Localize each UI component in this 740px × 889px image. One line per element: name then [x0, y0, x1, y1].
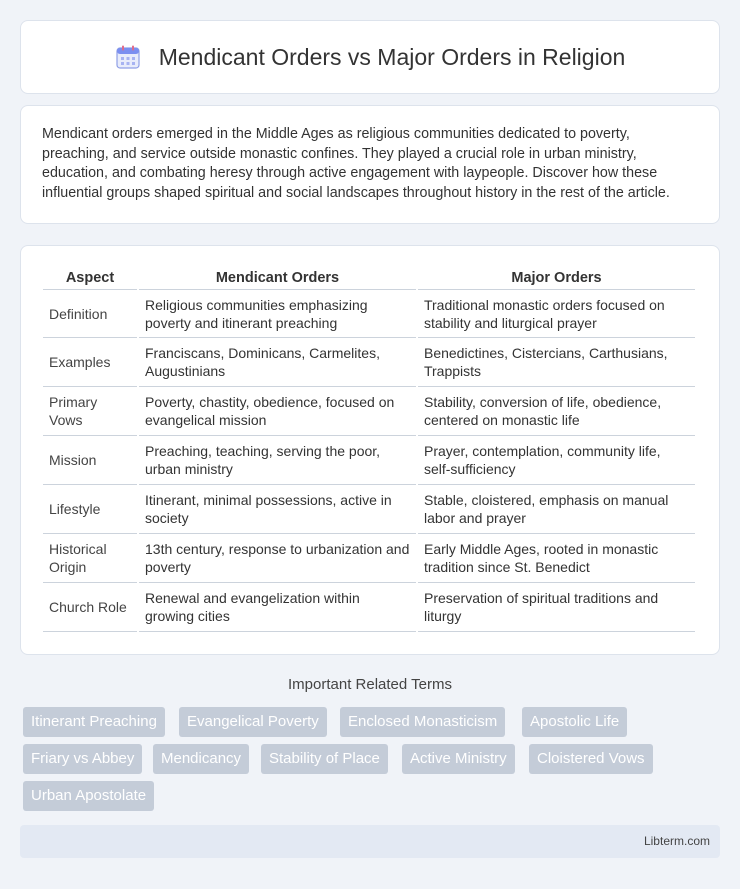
tag-itinerant-preaching[interactable]: Itinerant Preaching: [23, 707, 165, 737]
table-row: [43, 290, 695, 338]
cell-mendicant: Poverty, chastity, obedience, focused on evangelical mission: [139, 387, 416, 436]
table-row: [43, 387, 695, 436]
header-card: [20, 20, 720, 94]
cell-major: Traditional monastic orders focused on stability and liturgical prayer: [418, 290, 695, 338]
cell-major: Stable, cloistered, emphasis on manual labor and prayer: [418, 485, 695, 534]
page-title: Mendicant Orders vs Major Orders in Religion: [158, 43, 626, 70]
column-header-major: Major Orders: [418, 267, 695, 290]
tag-stability-of-place[interactable]: Stability of Place: [261, 744, 388, 774]
table-row: [43, 583, 695, 632]
tag-enclosed-monasticism[interactable]: Enclosed Monasticism: [340, 707, 505, 737]
intro-text: Mendicant orders emerged in the Middle Ages as religious communities dedicated to poverty, preaching, and service outside monastic confines. They played a crucial role in urban ministry, education, and combating heresy through active engagement with laypeople. Discover how these influential groups shaped spiritual and social landscapes throughout history in the rest of the article.: [42, 126, 670, 201]
tag-friary-vs-abbey[interactable]: Friary vs Abbey: [23, 744, 142, 774]
tag-cloistered-vows[interactable]: Cloistered Vows: [529, 744, 653, 774]
related-terms-title: Important Related Terms: [288, 676, 452, 693]
cell-major: Early Middle Ages, rooted in monastic tradition since St. Benedict: [418, 534, 695, 583]
footer: [20, 825, 720, 858]
cell-aspect: Examples: [43, 338, 137, 387]
table-row: [43, 534, 695, 583]
tag-apostolic-life[interactable]: Apostolic Life: [522, 707, 627, 737]
cell-mendicant: Itinerant, minimal possessions, active in society: [139, 485, 416, 534]
cell-aspect: Church Role: [43, 583, 137, 632]
table-row: [43, 338, 695, 387]
cell-aspect: Lifestyle: [43, 485, 137, 534]
cell-aspect: Mission: [43, 436, 137, 485]
cell-major: Prayer, contemplation, community life, self-sufficiency: [418, 436, 695, 485]
column-header-aspect: Aspect: [43, 267, 137, 290]
tag-urban-apostolate[interactable]: Urban Apostolate: [23, 781, 154, 811]
cell-mendicant: Religious communities emphasizing poverty and itinerant preaching: [139, 290, 416, 338]
cell-mendicant: 13th century, response to urbanization and poverty: [139, 534, 416, 583]
table-row: [43, 485, 695, 534]
cell-mendicant: Renewal and evangelization within growing cities: [139, 583, 416, 632]
cell-aspect: Primary Vows: [43, 387, 137, 436]
table-header-row: [43, 267, 695, 290]
intro-card: [20, 105, 720, 224]
tag-evangelical-poverty[interactable]: Evangelical Poverty: [179, 707, 327, 737]
calendar-icon: [115, 44, 141, 70]
cell-major: Benedictines, Cistercians, Carthusians, Trappists: [418, 338, 695, 387]
cell-major: Preservation of spiritual traditions and liturgy: [418, 583, 695, 632]
cell-aspect: Definition: [43, 290, 137, 338]
table-row: [43, 436, 695, 485]
cell-aspect: Historical Origin: [43, 534, 137, 583]
tag-active-ministry[interactable]: Active Ministry: [402, 744, 515, 774]
cell-mendicant: Preaching, teaching, serving the poor, urban ministry: [139, 436, 416, 485]
footer-site-link[interactable]: Libterm.com: [643, 834, 710, 848]
comparison-table: [41, 267, 697, 632]
tag-mendicancy[interactable]: Mendicancy: [153, 744, 249, 774]
column-header-mendicant: Mendicant Orders: [139, 267, 416, 290]
cell-major: Stability, conversion of life, obedience, centered on monastic life: [418, 387, 695, 436]
cell-mendicant: Franciscans, Dominicans, Carmelites, Augustinians: [139, 338, 416, 387]
comparison-table-card: [20, 245, 720, 655]
